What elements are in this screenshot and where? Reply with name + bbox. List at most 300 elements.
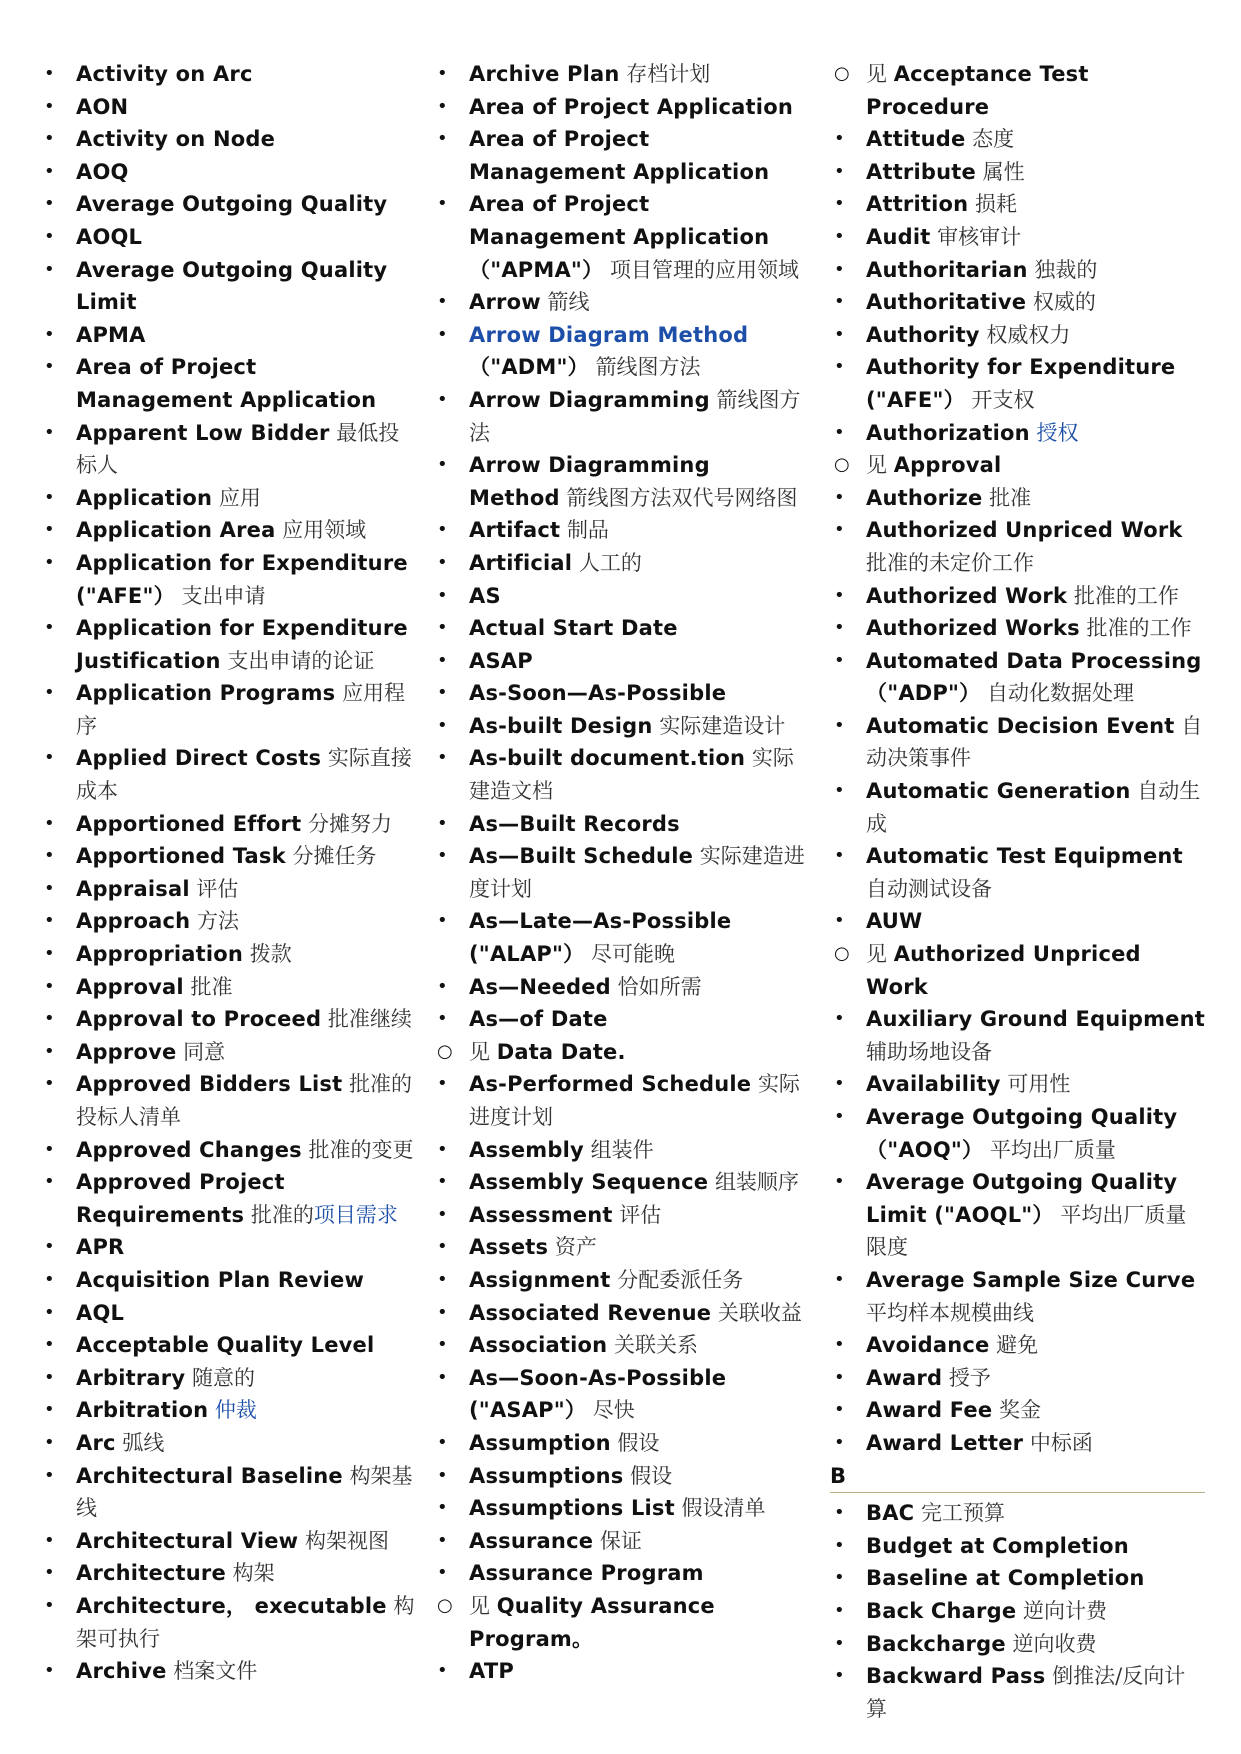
glossary-entry xyxy=(830,58,1205,123)
bullet-icon: • xyxy=(834,193,845,215)
term-chinese: 假设清单 xyxy=(681,1496,766,1521)
glossary-entry xyxy=(433,1492,808,1525)
term-english: Average Outgoing Quality Limit ("AOQL"） xyxy=(866,1170,1178,1227)
glossary-entry xyxy=(830,645,1205,710)
term-chinese: 资产 xyxy=(554,1235,597,1260)
glossary-entry xyxy=(830,1562,1205,1595)
term-english: AOQL xyxy=(76,224,143,249)
term-english: Average Outgoing Quality Limit xyxy=(76,257,388,315)
term-chinese: 分摊任务 xyxy=(292,844,377,869)
term-chinese: 实际建造文档 xyxy=(469,746,794,804)
term-english: AS xyxy=(469,583,501,608)
term-english: Authoritarian xyxy=(866,257,1028,282)
bullet-icon: • xyxy=(834,1632,845,1654)
term-chinese: 分摊努力 xyxy=(308,811,393,836)
glossary-entry xyxy=(40,1557,415,1590)
bullet-icon: • xyxy=(44,682,55,704)
column-1 xyxy=(40,58,415,1688)
bullet-icon: • xyxy=(44,193,55,215)
term-chinese: 构架可执行 xyxy=(76,1593,415,1651)
see-prefix: 见 xyxy=(469,1593,490,1618)
section-divider xyxy=(830,1492,1205,1493)
bullet-icon: • xyxy=(834,1534,845,1556)
bullet-icon: • xyxy=(834,323,845,345)
bullet-icon: • xyxy=(44,1171,55,1193)
glossary-entry xyxy=(830,351,1205,416)
term-english: Attribute xyxy=(866,159,976,184)
term-english: As—Built Records xyxy=(469,811,680,836)
glossary-entry xyxy=(433,1231,808,1264)
term-chinese: 逆向计费 xyxy=(1022,1598,1107,1623)
term-english: AUW xyxy=(866,909,923,934)
term-chinese-link[interactable]: 仲裁 xyxy=(214,1398,257,1423)
glossary-entry xyxy=(40,1003,415,1036)
glossary-entry xyxy=(830,123,1205,156)
glossary-entry xyxy=(830,1394,1205,1427)
bullet-icon: • xyxy=(44,747,55,769)
glossary-entry xyxy=(433,1134,808,1167)
term-english: Associated Revenue xyxy=(469,1300,712,1325)
glossary-entry xyxy=(40,1329,415,1362)
circle-bullet-icon: ○ xyxy=(437,1594,453,1616)
glossary-entry xyxy=(830,1530,1205,1563)
glossary-entry xyxy=(433,547,808,580)
glossary-entry xyxy=(40,905,415,938)
bullet-icon: • xyxy=(834,486,845,508)
term-english: Data Date. xyxy=(496,1039,626,1064)
glossary-entry xyxy=(433,1460,808,1493)
term-english: Automatic Test Equipment xyxy=(866,844,1183,869)
glossary-entry xyxy=(433,1427,808,1460)
glossary-entry xyxy=(40,514,415,547)
bullet-icon: • xyxy=(834,1366,845,1388)
term-english: Association xyxy=(469,1333,608,1358)
glossary-entry xyxy=(433,580,808,613)
bullet-icon: • xyxy=(44,421,55,443)
bullet-icon: • xyxy=(437,1073,448,1095)
glossary-entry xyxy=(830,1003,1205,1068)
bullet-icon: • xyxy=(834,714,845,736)
term-chinese: 奖金 xyxy=(999,1398,1041,1423)
term-chinese: 箭线 xyxy=(547,290,590,315)
bullet-icon: • xyxy=(44,1236,55,1258)
term-english: Assignment xyxy=(469,1267,611,1292)
term-english: Arrow Diagramming xyxy=(469,387,710,412)
term-chinese: 权威的 xyxy=(1032,290,1096,315)
term-english: Approval to Proceed xyxy=(76,1007,322,1032)
bullet-icon: • xyxy=(44,617,55,639)
glossary-entry xyxy=(40,971,415,1004)
term-english: Avoidance xyxy=(866,1333,990,1358)
term-english: Authority for Expenditure ("AFE"） xyxy=(866,355,1176,412)
term-english: ASAP xyxy=(469,648,533,673)
term-english: Authorization xyxy=(866,420,1030,445)
term-chinese: 支出申请的论证 xyxy=(227,648,375,673)
glossary-entry xyxy=(433,645,808,678)
term-english: Acceptable Quality Level xyxy=(76,1333,375,1358)
glossary-entry xyxy=(830,449,1205,482)
term-english: Artificial xyxy=(469,550,573,575)
glossary-entry xyxy=(433,58,808,91)
term-english: Availability xyxy=(866,1072,1001,1097)
term-chinese: 制品 xyxy=(566,518,609,543)
bullet-icon: • xyxy=(44,519,55,541)
bullet-icon: • xyxy=(437,649,448,671)
glossary-entry xyxy=(830,1497,1205,1530)
term-english: Backcharge xyxy=(866,1631,1006,1656)
bullet-icon: • xyxy=(437,1008,448,1030)
glossary-entry xyxy=(40,1427,415,1460)
term-chinese: 构架视图 xyxy=(304,1528,389,1553)
glossary-entry xyxy=(433,384,808,449)
term-chinese: 审核审计 xyxy=(937,224,1022,249)
glossary-entry xyxy=(40,58,415,91)
circle-bullet-icon: ○ xyxy=(437,1040,453,1062)
glossary-entry xyxy=(433,1199,808,1232)
term-english: AQL xyxy=(76,1300,125,1325)
glossary-entry xyxy=(40,351,415,416)
term-english: Architecture xyxy=(76,1561,226,1586)
bullet-icon: • xyxy=(834,519,845,541)
bullet-icon: • xyxy=(44,1464,55,1486)
term-chinese: 批准继续 xyxy=(327,1007,412,1032)
glossary-entry xyxy=(433,188,808,286)
term-english: Area of Project Management Application xyxy=(76,355,377,412)
bullet-icon: • xyxy=(437,95,448,117)
glossary-entry xyxy=(433,1557,808,1590)
term-english: Architecture， executable xyxy=(76,1593,387,1618)
glossary-entry xyxy=(40,254,415,319)
term-english: Assurance xyxy=(469,1528,594,1553)
bullet-icon: • xyxy=(44,812,55,834)
term-chinese: 平均出厂质量 xyxy=(989,1137,1116,1162)
term-chinese: 倒推法/反向计算 xyxy=(866,1664,1186,1721)
term-english: Authorize xyxy=(866,485,983,510)
term-english: Attitude xyxy=(866,127,966,152)
term-chinese: 可用性 xyxy=(1007,1072,1071,1097)
glossary-entry xyxy=(433,1166,808,1199)
glossary-entry xyxy=(433,1264,808,1297)
term-english: As-built Design xyxy=(469,713,653,738)
term-chinese: 档案文件 xyxy=(173,1659,258,1684)
bullet-icon: • xyxy=(437,1203,448,1225)
term-english: Average Outgoing Quality xyxy=(76,192,388,217)
glossary-entry xyxy=(40,1166,415,1231)
term-english: Average Outgoing Quality （"AOQ"） xyxy=(866,1105,1178,1162)
term-chinese: 自动决策事件 xyxy=(866,713,1203,771)
term-english: Assumptions List xyxy=(469,1496,675,1521)
term-english: Activity on Node xyxy=(76,127,276,152)
term-english: Award xyxy=(866,1365,943,1390)
bullet-icon: • xyxy=(437,63,448,84)
term-chinese-link[interactable]: 项目需求 xyxy=(313,1202,398,1227)
glossary-entry xyxy=(433,286,808,319)
bullet-icon: • xyxy=(437,1497,448,1519)
bullet-icon: • xyxy=(834,845,845,867)
glossary-entry xyxy=(40,188,415,221)
term-english: As—Late—As-Possible ("ALAP"） xyxy=(469,909,732,967)
bullet-icon: • xyxy=(44,1040,55,1062)
term-link[interactable]: Arrow Diagram Method xyxy=(469,322,749,347)
term-english: As—Soon-As-Possible ("ASAP"） xyxy=(469,1365,727,1423)
term-chinese: 实际建造设计 xyxy=(659,713,786,738)
bullet-icon: • xyxy=(834,780,845,802)
term-english: Apportioned Effort xyxy=(76,811,302,836)
glossary-entry xyxy=(830,1660,1205,1725)
term-english: Area of Project Management Application （"APMA"） xyxy=(469,192,770,282)
bullet-icon: • xyxy=(834,617,845,639)
section-heading-b: B xyxy=(830,1463,847,1488)
term-english: Activity on Arc xyxy=(76,62,253,86)
bullet-icon: • xyxy=(44,910,55,932)
bullet-icon: • xyxy=(437,1431,448,1453)
glossary-entry xyxy=(433,1329,808,1362)
term-english: Award Letter xyxy=(866,1430,1024,1455)
bullet-icon: • xyxy=(44,356,55,378)
glossary-entry xyxy=(40,1590,415,1655)
bullet-icon: • xyxy=(834,1399,845,1421)
term-english: Archive Plan xyxy=(469,62,620,86)
glossary-entry xyxy=(40,482,415,515)
glossary-entry xyxy=(40,1460,415,1525)
bullet-icon: • xyxy=(437,1562,448,1584)
term-english: Automatic Generation xyxy=(866,779,1131,804)
glossary-entry xyxy=(40,742,415,807)
term-english: Arrow Diagramming Method xyxy=(469,453,710,510)
glossary-entry xyxy=(40,221,415,254)
glossary-entry xyxy=(830,580,1205,613)
term-english: Automatic Decision Event xyxy=(866,713,1175,738)
glossary-entry xyxy=(433,710,808,743)
glossary-entry xyxy=(830,482,1205,515)
term-english: BAC xyxy=(866,1501,915,1526)
term-english: Appropriation xyxy=(76,942,244,967)
bullet-icon: • xyxy=(44,845,55,867)
see-prefix: 见 xyxy=(866,62,887,86)
bullet-icon: • xyxy=(834,291,845,313)
glossary-entry xyxy=(433,1362,808,1427)
glossary-entry xyxy=(830,938,1205,1003)
term-english: Award Fee xyxy=(866,1398,993,1423)
term-english: Arrow xyxy=(469,290,541,315)
glossary-entry xyxy=(40,1394,415,1427)
term-chinese: 尽快 xyxy=(592,1398,635,1423)
glossary-entry xyxy=(433,1525,808,1558)
term-english: Authorized Works xyxy=(866,616,1080,641)
glossary-entry xyxy=(830,417,1205,450)
bullet-icon: • xyxy=(44,1431,55,1453)
glossary-entry xyxy=(433,1590,808,1655)
bullet-icon: • xyxy=(834,649,845,671)
glossary-entry xyxy=(40,1036,415,1069)
circle-bullet-icon: ○ xyxy=(834,63,850,84)
term-english: Archive xyxy=(76,1659,167,1684)
term-english: Area of Project Application xyxy=(469,94,793,119)
glossary-entry xyxy=(40,123,415,156)
term-english: Application for Expenditure ("AFE"） xyxy=(76,550,408,608)
term-english: AON xyxy=(76,94,129,119)
term-english: Application xyxy=(76,485,213,510)
term-chinese: 开支权 xyxy=(971,387,1035,412)
term-english: Attrition xyxy=(866,192,969,217)
term-chinese: 中标函 xyxy=(1029,1430,1093,1455)
glossary-entry xyxy=(830,1362,1205,1395)
term-english: Audit xyxy=(866,224,931,249)
bullet-icon: • xyxy=(437,551,448,573)
glossary-entry xyxy=(830,319,1205,352)
glossary-entry xyxy=(40,547,415,612)
bullet-icon: • xyxy=(834,258,845,280)
term-english: Approval xyxy=(893,453,1002,478)
term-english: Applied Direct Costs xyxy=(76,746,322,771)
bullet-icon: • xyxy=(437,1366,448,1388)
circle-bullet-icon: ○ xyxy=(834,943,850,965)
term-english: Approach xyxy=(76,909,191,934)
bullet-icon: • xyxy=(44,1268,55,1290)
bullet-icon: • xyxy=(437,1464,448,1486)
bullet-icon: • xyxy=(437,388,448,410)
term-english: Artifact xyxy=(469,518,561,543)
column-2 xyxy=(433,58,808,1688)
glossary-entry xyxy=(40,808,415,841)
term-english: Apportioned Task xyxy=(76,844,286,869)
see-prefix: 见 xyxy=(866,453,887,478)
glossary-entry xyxy=(830,188,1205,221)
glossary-entry xyxy=(40,1655,415,1688)
term-chinese: 支出申请 xyxy=(181,583,266,608)
glossary-entry xyxy=(40,417,415,482)
bullet-icon: • xyxy=(44,943,55,965)
bullet-icon: • xyxy=(437,519,448,541)
glossary-entry xyxy=(40,612,415,677)
bullet-icon: • xyxy=(44,877,55,899)
bullet-icon: • xyxy=(437,747,448,769)
term-english: Apparent Low Bidder xyxy=(76,420,330,445)
term-chinese: 批准的未定价工作 xyxy=(866,550,1034,575)
term-chinese-link[interactable]: 授权 xyxy=(1036,420,1079,445)
term-english: As—Needed xyxy=(469,974,611,999)
see-prefix: 见 xyxy=(469,1039,490,1064)
glossary-entry xyxy=(40,677,415,742)
glossary-entry xyxy=(433,91,808,124)
bullet-icon: • xyxy=(437,682,448,704)
bullet-icon: • xyxy=(834,1073,845,1095)
bullet-icon: • xyxy=(44,95,55,117)
glossary-entry xyxy=(433,612,808,645)
bullet-icon: • xyxy=(834,356,845,378)
term-chinese: 评估 xyxy=(619,1202,662,1227)
bullet-icon: • xyxy=(437,323,448,345)
term-chinese: 最低投标人 xyxy=(76,420,400,478)
circle-bullet-icon: ○ xyxy=(834,454,850,476)
term-english: Arbitrary xyxy=(76,1365,186,1390)
glossary-entry xyxy=(433,319,808,384)
glossary-entry xyxy=(433,971,808,1004)
bullet-icon: • xyxy=(44,1073,55,1095)
term-chinese: 批准的 xyxy=(250,1202,314,1227)
bullet-icon: • xyxy=(437,714,448,736)
glossary-entry xyxy=(40,873,415,906)
term-english: Actual Start Date xyxy=(469,616,678,641)
glossary-entry xyxy=(830,254,1205,287)
glossary-entry xyxy=(40,1362,415,1395)
glossary-entry xyxy=(830,775,1205,840)
bullet-icon: • xyxy=(834,584,845,606)
bullet-icon: • xyxy=(44,486,55,508)
bullet-icon: • xyxy=(437,617,448,639)
term-english: AOQ xyxy=(76,159,129,184)
term-chinese: 批准 xyxy=(190,974,233,999)
term-chinese: 人工的 xyxy=(578,550,642,575)
glossary-entry xyxy=(830,1329,1205,1362)
bullet-icon: • xyxy=(834,910,845,932)
bullet-icon: • xyxy=(437,454,448,476)
glossary-entry xyxy=(433,514,808,547)
term-chinese: 实际进度计划 xyxy=(469,1072,800,1129)
term-chinese: 假设 xyxy=(630,1463,673,1488)
bullet-icon: • xyxy=(44,975,55,997)
term-english: Area of Project Management Application xyxy=(469,127,770,184)
bullet-icon: • xyxy=(437,910,448,932)
term-chinese: 箭线图方法双代号网络图 xyxy=(566,485,798,510)
term-chinese: 批准 xyxy=(989,485,1032,510)
term-chinese: 批准的变更 xyxy=(308,1137,414,1162)
term-chinese: 评估 xyxy=(196,876,239,901)
glossary-entry xyxy=(433,677,808,710)
glossary-entry xyxy=(40,1525,415,1558)
term-chinese: 项目管理的应用领域 xyxy=(609,257,799,282)
bullet-icon: • xyxy=(437,584,448,606)
bullet-icon: • xyxy=(44,323,55,345)
see-prefix: 见 xyxy=(866,942,887,967)
bullet-icon: • xyxy=(834,225,845,247)
term-abbreviation: （"ADM"） xyxy=(469,355,589,380)
bullet-icon: • xyxy=(437,128,448,150)
term-english: As-built document.tion xyxy=(469,746,746,771)
glossary-entry xyxy=(830,1628,1205,1661)
bullet-icon: • xyxy=(834,1431,845,1453)
term-chinese: 构架 xyxy=(232,1561,275,1586)
term-english: Authorized Unpriced Work xyxy=(866,518,1183,543)
term-english: Arc xyxy=(76,1430,116,1455)
term-english: Assurance Program xyxy=(469,1561,704,1586)
bullet-icon: • xyxy=(834,128,845,150)
bullet-icon: • xyxy=(44,258,55,280)
term-chinese: 权威权力 xyxy=(986,322,1071,347)
term-chinese: 逆向收费 xyxy=(1012,1631,1097,1656)
bullet-icon: • xyxy=(44,1301,55,1323)
term-english: Authoritative xyxy=(866,290,1027,315)
bullet-icon: • xyxy=(834,1334,845,1356)
term-chinese: 授予 xyxy=(948,1365,991,1390)
bullet-icon: • xyxy=(437,845,448,867)
bullet-icon: • xyxy=(437,1301,448,1323)
term-chinese: 自动生成 xyxy=(866,779,1201,836)
glossary-entry xyxy=(433,1068,808,1133)
glossary-entry xyxy=(433,1297,808,1330)
term-chinese: 拨款 xyxy=(249,942,292,967)
bullet-icon: • xyxy=(44,63,55,84)
glossary-entry xyxy=(40,1068,415,1133)
term-english: As-Performed Schedule xyxy=(469,1072,752,1097)
term-chinese: 构架基线 xyxy=(76,1463,413,1521)
bullet-icon: • xyxy=(44,1008,55,1030)
term-english: Approved Changes xyxy=(76,1137,302,1162)
bullet-icon: • xyxy=(44,1334,55,1356)
bullet-icon: • xyxy=(834,1599,845,1621)
bullet-icon: • xyxy=(437,1236,448,1258)
glossary-entry xyxy=(830,1166,1205,1264)
